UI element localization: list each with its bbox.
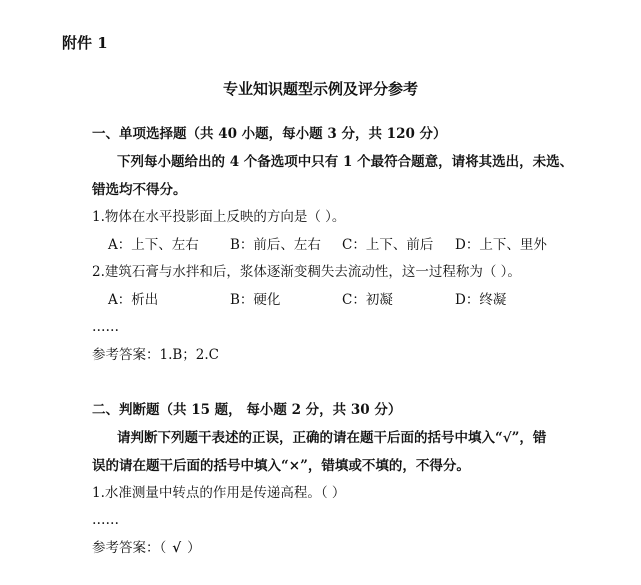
question-2-stem: 2.建筑石膏与水拌和后，浆体逐渐变稠失去流动性，这一过程称为（ ）。 [92,264,521,280]
section1-answer: 参考答案：1.B；2.C [92,347,220,363]
section2-answer [92,539,201,557]
section1-instruction-line2: 错选均不得分。 [92,182,187,198]
section2-instruction-line1: 请判断下列题干表述的正误，正确的请在题干后面的括号中填入“√”，错 [117,430,547,446]
question-1-option-c: C：上下、前后 [342,237,434,253]
attachment-label: 附件 1 [62,34,108,52]
question-2-option-b: B：硬化 [230,292,281,308]
question-1-option-a: A：上下、左右 [108,237,199,253]
check-mark: √ [172,540,182,556]
section1-instruction-line1: 下列每小题给出的 4 个备选项中只有 1 个最符合题意，请将其选出，未选、 [117,154,574,170]
question-2-option-c: C：初凝 [342,292,393,308]
question-1-stem: 1.物体在水平投影面上反映的方向是（ ）。 [92,209,346,225]
section1-heading: 一、单项选择题（共 40 小题，每小题 3 分，共 120 分） [92,126,447,142]
section2-instruction-line2: 误的请在题干后面的括号中填入“×”，错填或不填的，不得分。 [92,458,470,474]
section2-answer-close: ） [187,540,201,556]
section2-answer-label: 参考答案：（ [92,540,167,556]
document-title: 专业知识题型示例及评分参考 [222,80,418,98]
judgment-question-1: 1.水准测量中转点的作用是传递高程。（ ） [92,485,346,501]
question-1-option-b: B：前后、左右 [230,237,321,253]
section2-heading: 二、判断题（共 15 题， 每小题 2 分，共 30 分） [92,402,402,418]
question-2-option-d: D：终凝 [455,292,507,308]
question-2-option-a: A：析出 [108,292,159,308]
section1-ellipsis: …… [92,319,119,335]
section2-ellipsis: …… [92,512,119,528]
question-1-option-d: D：上下、里外 [455,237,547,253]
